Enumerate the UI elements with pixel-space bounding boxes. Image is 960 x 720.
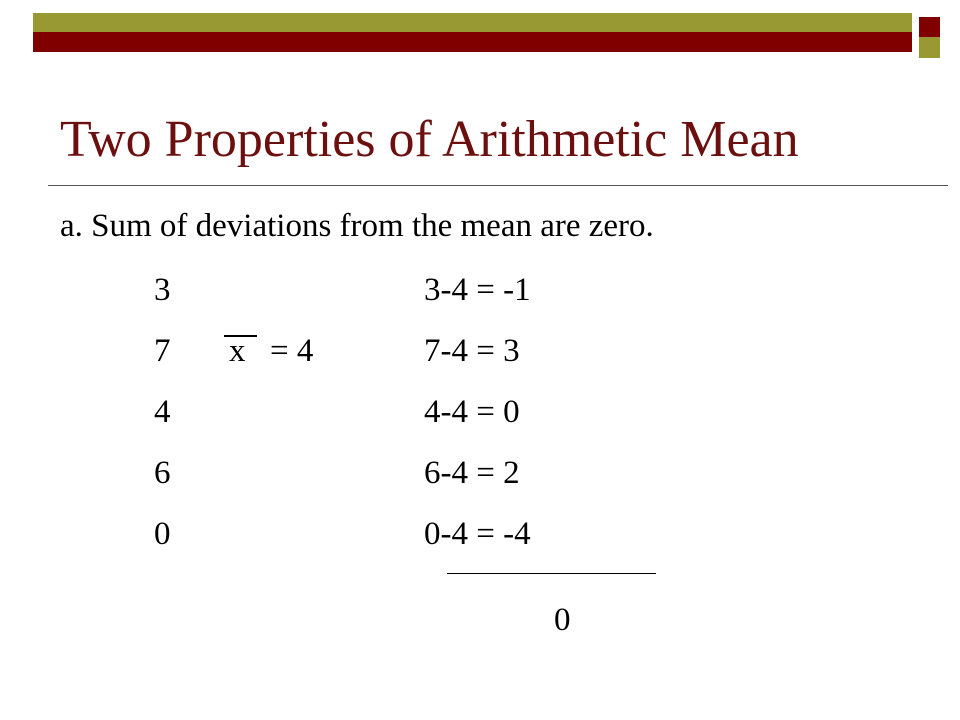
value-5: 0 xyxy=(154,516,171,552)
header-bar-maroon xyxy=(33,32,912,52)
value-2: 7 xyxy=(154,333,171,369)
mean-value: = 4 xyxy=(270,333,314,369)
slide-title: Two Properties of Arithmetic Mean xyxy=(60,111,799,168)
deviation-3: 4-4 = 0 xyxy=(424,394,520,430)
sum-rule-line xyxy=(447,573,656,574)
sum-result: 0 xyxy=(554,602,571,638)
corner-square-maroon xyxy=(919,17,940,37)
deviation-4: 6-4 = 2 xyxy=(424,455,520,491)
corner-square-olive xyxy=(919,37,940,58)
value-3: 4 xyxy=(154,394,171,430)
title-divider xyxy=(48,185,948,186)
deviation-5: 0-4 = -4 xyxy=(424,516,531,552)
value-4: 6 xyxy=(154,455,171,491)
deviation-1: 3-4 = -1 xyxy=(424,272,531,308)
value-1: 3 xyxy=(154,272,171,308)
mean-symbol: x xyxy=(229,333,246,369)
slide-subtitle: a. Sum of deviations from the mean are zero. xyxy=(60,208,654,244)
header-bar-olive xyxy=(33,13,912,32)
deviation-2: 7-4 = 3 xyxy=(424,333,520,369)
